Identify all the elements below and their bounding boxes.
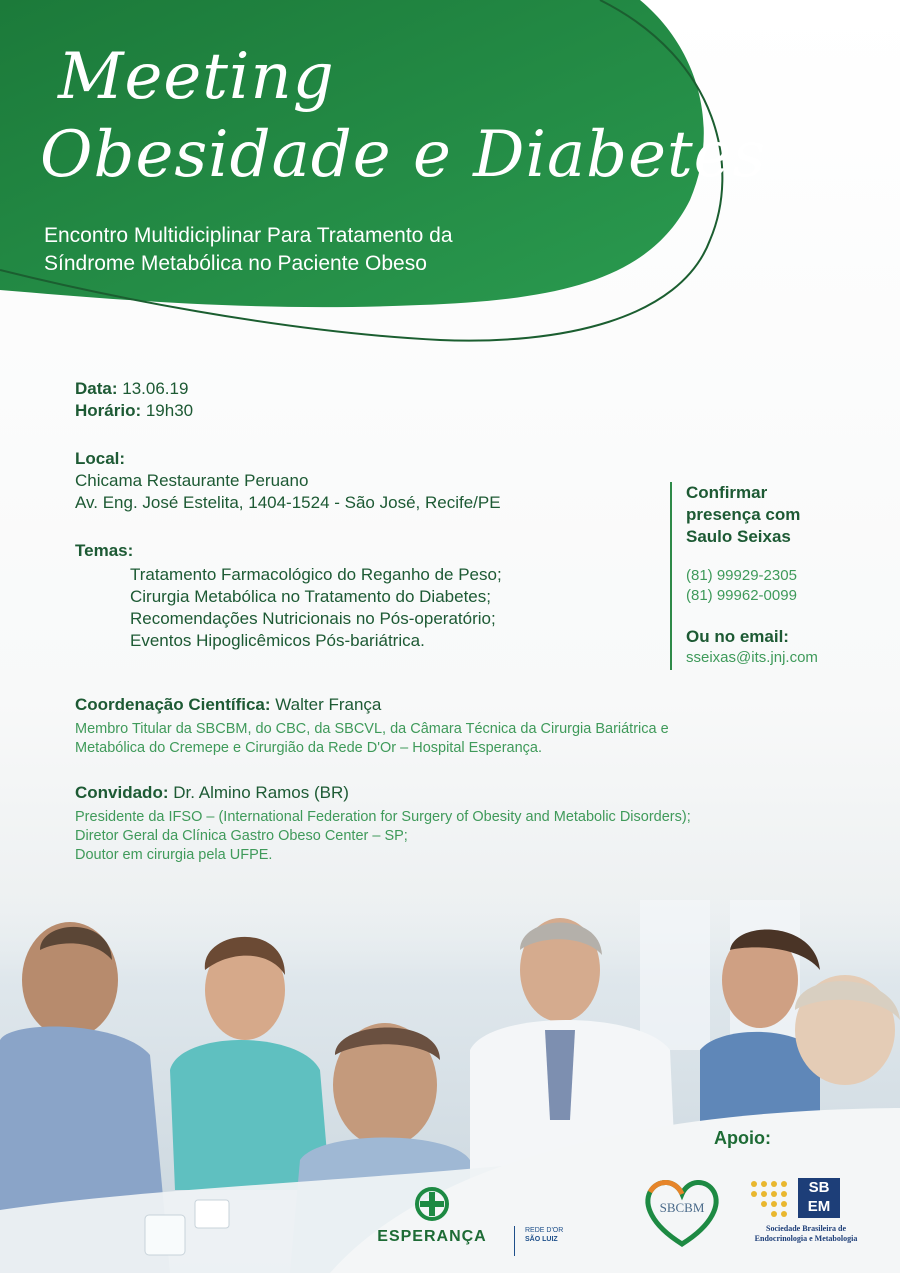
title-line-2: Obesidade e Diabetes (40, 118, 767, 192)
guest-desc-line: Doutor em cirurgia pela UFPE. (75, 847, 273, 863)
guest-desc-line: Diretor Geral da Clínica Gastro Obeso Center – SP; (75, 828, 408, 844)
guest-name: Dr. Almino Ramos (BR) (168, 783, 349, 802)
date-time-block (75, 378, 193, 422)
guest-description (75, 808, 691, 865)
title-line-1: Meeting (58, 40, 335, 114)
rede-dor-logo (514, 1226, 587, 1256)
coordination-desc-line: Membro Titular da SBCBM, do CBC, da SBCVL, da Câmara Técnica da Cirurgia Bariátrica e (75, 721, 669, 737)
sbem-box (798, 1178, 840, 1218)
subtitle-line-1: Encontro Multidiciplinar Para Tratamento da (44, 224, 453, 247)
subtitle-line-2: Síndrome Metabólica no Paciente Obeso (44, 252, 427, 275)
local-name: Chicama Restaurante Peruano (75, 471, 309, 490)
tema-item: Cirurgia Metabólica no Tratamento do Diabetes; (130, 587, 491, 606)
subtitle (44, 222, 644, 278)
coordination-heading (75, 694, 381, 716)
local-block (75, 448, 501, 514)
rede-dor-line-1: REDE D'OR (525, 1227, 564, 1234)
coordination-description (75, 720, 669, 758)
guest-heading (75, 782, 349, 804)
phone-2[interactable]: (81) 99962-0099 (686, 587, 797, 604)
sbem-caption-line-1: Sociedade Brasileira de (766, 1224, 846, 1233)
local-label: Local: (75, 449, 126, 468)
rede-dor-line-2: SÃO LUIZ (525, 1236, 558, 1243)
sbem-caption-line-2: Endocrinologia e Metabologia (754, 1234, 858, 1243)
sbcbm-text: SBCBM (659, 1200, 705, 1215)
esperanca-emblem-icon (412, 1186, 452, 1222)
tema-item: Recomendações Nutricionais no Pós-operatório; (130, 609, 496, 628)
date-value: 13.06.19 (117, 379, 189, 398)
rsvp-line-2: presença com (686, 505, 801, 524)
time-value: 19h30 (141, 401, 194, 420)
guest-label: Convidado: (75, 783, 169, 802)
email-label: Ou no email: (686, 627, 789, 646)
time-label: Horário: (75, 401, 142, 420)
esperanca-logo (372, 1186, 492, 1252)
coordination-desc-line: Metabólica do Cremepe e Cirurgião da Rede D'Or – Hospital Esperança. (75, 740, 543, 756)
temas-label-text: Temas: (75, 541, 134, 560)
sbem-text-2: EM (807, 1198, 831, 1215)
date-label: Data: (75, 379, 118, 398)
tema-item: Tratamento Farmacológico do Reganho de Peso; (130, 565, 502, 584)
sbcbm-heart-icon (640, 1174, 724, 1250)
sbem-logo (748, 1174, 864, 1246)
sbcbm-logo (640, 1174, 724, 1250)
phone-1[interactable]: (81) 99929-2305 (686, 567, 797, 584)
sbem-dots-icon (748, 1178, 798, 1218)
apoio-label: Apoio: (714, 1128, 771, 1148)
sbem-caption (748, 1224, 864, 1244)
coordination-label: Coordenação Científica: (75, 695, 271, 714)
temas-label (75, 540, 133, 562)
esperanca-text: ESPERANÇA (377, 1228, 487, 1245)
tema-item: Eventos Hipoglicêmicos Pós-bariátrica. (130, 631, 425, 650)
email-link[interactable]: sseixas@its.jnj.com (686, 649, 818, 666)
temas-list (130, 564, 502, 652)
sbem-text-1: SB (808, 1179, 830, 1196)
guest-desc-line: Presidente da IFSO – (International Federation for Surgery of Obesity and Metabolic Disorders); (75, 809, 691, 825)
rsvp-line-1: Confirmar (686, 483, 768, 502)
local-address: Av. Eng. José Estelita, 1404-1524 - São José, Recife/PE (75, 493, 501, 512)
rsvp-block (670, 482, 886, 670)
coordination-name: Walter França (270, 695, 382, 714)
rsvp-line-3: Saulo Seixas (686, 527, 791, 546)
